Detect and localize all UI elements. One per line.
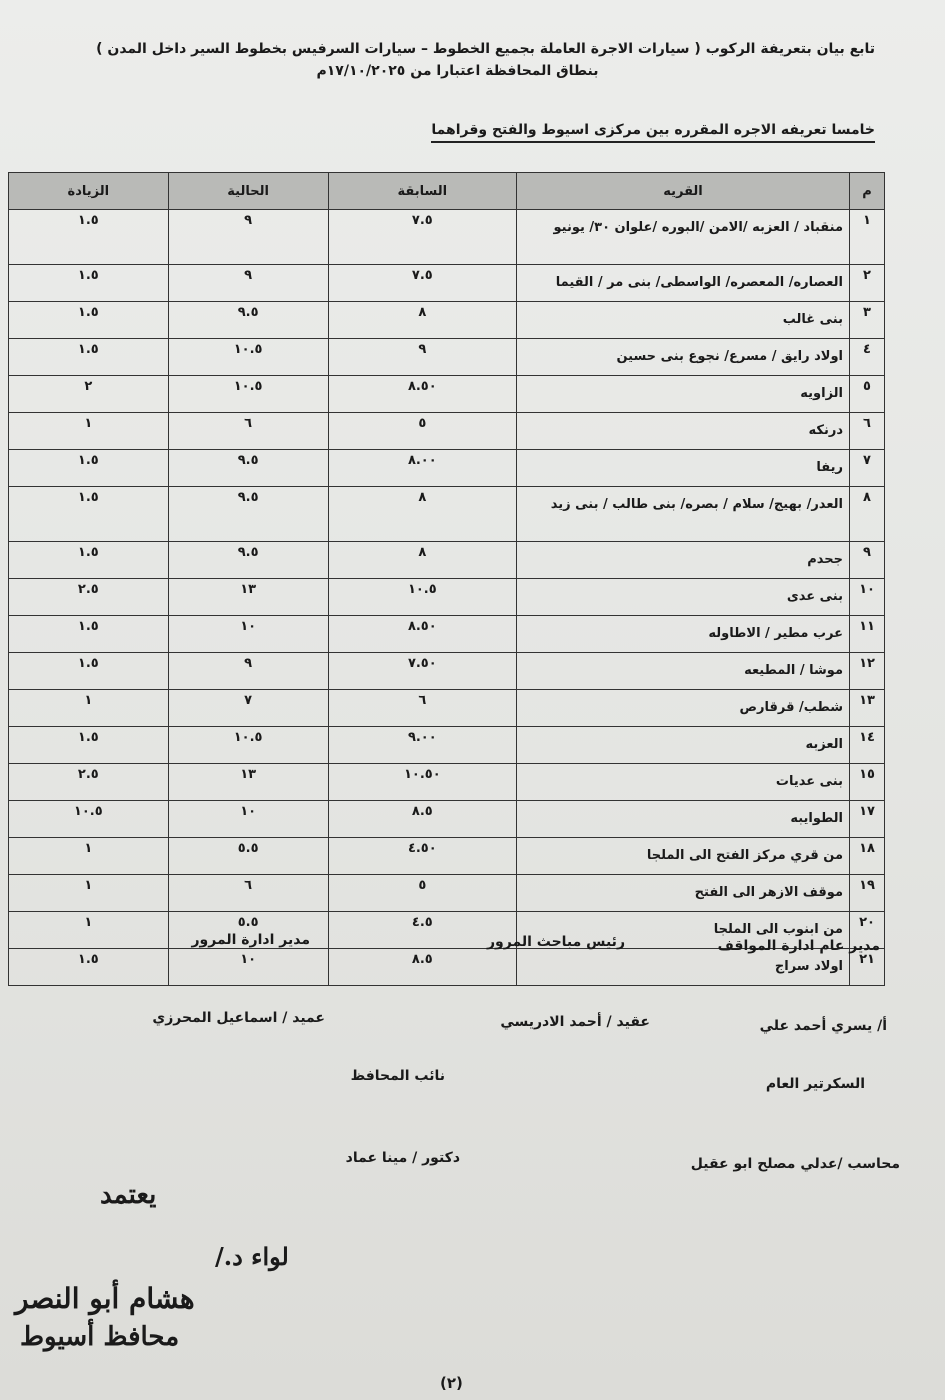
- cell-current: ١٠.٥: [168, 376, 328, 413]
- sig-accountant-name: محاسب /عدلي مصلح ابو عقيل: [690, 1156, 900, 1172]
- cell-current: ٥.٥: [168, 838, 328, 875]
- cell-village: درنكه: [517, 413, 850, 450]
- table-row: [9, 801, 885, 838]
- cell-index: ١٩: [850, 875, 885, 912]
- table-row: [9, 616, 885, 653]
- cell-index: ٦: [850, 413, 885, 450]
- cell-index: ١٨: [850, 838, 885, 875]
- header-line-1: تابع بيان بتعريفة الركوب ( سيارات الاجرة العاملة بجميع الخطوط – سيارات السرفيس بخطوط السير داخل المدن ): [96, 41, 875, 57]
- cell-current: ٥.٥: [168, 912, 328, 949]
- cell-increase: ١٠.٥: [9, 801, 169, 838]
- cell-previous: ٧.٥: [328, 265, 516, 302]
- sig-traffic-investigations-title: رئيس مباحث المرور: [486, 934, 625, 950]
- cell-current: ٩: [168, 210, 328, 265]
- cell-current: ٩: [168, 265, 328, 302]
- table-row: [9, 339, 885, 376]
- cell-current: ١٣: [168, 764, 328, 801]
- fare-table: [8, 172, 885, 986]
- approve-label: يعتمد: [100, 1180, 157, 1210]
- cell-increase: ١.٥: [9, 302, 169, 339]
- cell-increase: ١.٥: [9, 487, 169, 542]
- cell-increase: ٢.٥: [9, 579, 169, 616]
- cell-increase: ٢.٥: [9, 764, 169, 801]
- cell-increase: ١.٥: [9, 949, 169, 986]
- cell-current: ١٠: [168, 801, 328, 838]
- cell-village: جحدم: [517, 542, 850, 579]
- cell-previous: ٤.٥: [328, 912, 516, 949]
- cell-village: الزاويه: [517, 376, 850, 413]
- cell-previous: ٨.٥٠: [328, 616, 516, 653]
- sig-name-left: عميد / اسماعيل المحرزي: [152, 1010, 325, 1026]
- table-row: [9, 653, 885, 690]
- sig-deputy-governor-title: نائب المحافظ: [350, 1068, 445, 1084]
- cell-index: ٨: [850, 487, 885, 542]
- table-row: [9, 376, 885, 413]
- cell-previous: ٥: [328, 875, 516, 912]
- governor-title: محافظ أسيوط: [20, 1322, 180, 1352]
- sig-traffic-stations-director-title: مدير عام ادارة المواقف: [717, 938, 880, 954]
- table-row: [9, 949, 885, 986]
- cell-village: من ابنوب الى الملجا: [517, 912, 850, 949]
- cell-increase: ١.٥: [9, 210, 169, 265]
- cell-index: ١: [850, 210, 885, 265]
- table-row: [9, 265, 885, 302]
- cell-current: ٦: [168, 875, 328, 912]
- cell-index: ٤: [850, 339, 885, 376]
- cell-current: ٩.٥: [168, 450, 328, 487]
- cell-increase: ١.٥: [9, 727, 169, 764]
- cell-index: ٥: [850, 376, 885, 413]
- cell-village: اولاد رايق / مسرع/ نجوع بنى حسين: [517, 339, 850, 376]
- cell-village: العصاره/ المعصره/ الواسطى/ بنى مر / القيما: [517, 265, 850, 302]
- cell-increase: ١.٥: [9, 616, 169, 653]
- table-row: [9, 875, 885, 912]
- cell-index: ١٠: [850, 579, 885, 616]
- cell-village: الطوايبه: [517, 801, 850, 838]
- col-header-previous: السابقة: [328, 173, 516, 210]
- cell-current: ٩.٥: [168, 302, 328, 339]
- table-row: [9, 450, 885, 487]
- cell-village: عرب مطير / الاطاوله: [517, 616, 850, 653]
- cell-village: موشا / المطيعه: [517, 653, 850, 690]
- cell-previous: ٩.٠٠: [328, 727, 516, 764]
- cell-current: ١٣: [168, 579, 328, 616]
- cell-index: ١١: [850, 616, 885, 653]
- cell-current: ١٠.٥: [168, 339, 328, 376]
- cell-previous: ٧.٥: [328, 210, 516, 265]
- table-row: [9, 542, 885, 579]
- cell-previous: ٨: [328, 542, 516, 579]
- cell-previous: ١٠.٥: [328, 579, 516, 616]
- sig-secretary-general-title: السكرتير العام: [765, 1076, 865, 1092]
- cell-index: ١٧: [850, 801, 885, 838]
- document-header: [40, 38, 875, 82]
- sig-name-middle: عقيد / أحمد الادريسي: [500, 1014, 650, 1030]
- cell-increase: ١.٥: [9, 653, 169, 690]
- cell-index: ٢: [850, 265, 885, 302]
- cell-index: ٩: [850, 542, 885, 579]
- cell-increase: ١.٥: [9, 450, 169, 487]
- table-header-row: [9, 173, 885, 210]
- cell-previous: ٨.٥: [328, 801, 516, 838]
- cell-increase: ١: [9, 690, 169, 727]
- cell-increase: ١: [9, 912, 169, 949]
- cell-index: ١٢: [850, 653, 885, 690]
- governor-name: هشام أبو النصر: [15, 1282, 195, 1315]
- cell-village: اولاد سراج: [517, 949, 850, 986]
- cell-village: موقف الازهر الى الفتح: [517, 875, 850, 912]
- cell-increase: ١.٥: [9, 265, 169, 302]
- cell-increase: ١.٥: [9, 339, 169, 376]
- cell-current: ١٠: [168, 949, 328, 986]
- sig-name-right: أ/ يسري أحمد علي: [759, 1018, 887, 1034]
- col-header-increase: الزيادة: [9, 173, 169, 210]
- cell-previous: ٦: [328, 690, 516, 727]
- cell-index: ١٤: [850, 727, 885, 764]
- cell-current: ١٠: [168, 616, 328, 653]
- cell-previous: ٧.٥٠: [328, 653, 516, 690]
- table-row: [9, 690, 885, 727]
- sig-traffic-director-title: مدير ادارة المرور: [191, 932, 310, 948]
- governor-rank: لواء د./: [215, 1242, 289, 1271]
- col-header-index: م: [850, 173, 885, 210]
- cell-previous: ٨.٥: [328, 949, 516, 986]
- col-header-village: القريه: [517, 173, 850, 210]
- sig-doctor-name: دكتور / مينا عماد: [345, 1150, 460, 1166]
- cell-index: ٢١: [850, 949, 885, 986]
- cell-previous: ٩: [328, 339, 516, 376]
- cell-previous: ٨: [328, 302, 516, 339]
- table-row: [9, 579, 885, 616]
- cell-index: ٢٠: [850, 912, 885, 949]
- cell-index: ٧: [850, 450, 885, 487]
- header-line-2: بنطاق المحافظة اعتبارا من ١٧/١٠/٢٠٢٥م: [316, 63, 599, 79]
- cell-current: ٦: [168, 413, 328, 450]
- cell-previous: ٤.٥٠: [328, 838, 516, 875]
- cell-increase: ١: [9, 413, 169, 450]
- cell-index: ٣: [850, 302, 885, 339]
- table-row: [9, 302, 885, 339]
- table-row: [9, 764, 885, 801]
- cell-current: ٩.٥: [168, 487, 328, 542]
- cell-increase: ١: [9, 838, 169, 875]
- cell-village: العدر/ بهيج/ سلام / بصره/ بنى طالب / بنى زيد: [517, 487, 850, 542]
- cell-village: بنى غالب: [517, 302, 850, 339]
- cell-village: شطب/ قرقارص: [517, 690, 850, 727]
- cell-index: ١٥: [850, 764, 885, 801]
- table-row: [9, 413, 885, 450]
- cell-current: ١٠.٥: [168, 727, 328, 764]
- cell-index: ١٣: [850, 690, 885, 727]
- cell-increase: ١: [9, 875, 169, 912]
- cell-previous: ٨.٥٠: [328, 376, 516, 413]
- col-header-current: الحالية: [168, 173, 328, 210]
- table-row: [9, 487, 885, 542]
- cell-previous: ١٠.٥٠: [328, 764, 516, 801]
- cell-increase: ١.٥: [9, 542, 169, 579]
- cell-current: ٧: [168, 690, 328, 727]
- page-number: (٢): [440, 1374, 463, 1392]
- cell-current: ٩.٥: [168, 542, 328, 579]
- cell-increase: ٢: [9, 376, 169, 413]
- cell-village: بنى عديات: [517, 764, 850, 801]
- cell-previous: ٨.٠٠: [328, 450, 516, 487]
- table-row: [9, 210, 885, 265]
- table-row: [9, 727, 885, 764]
- section-subtitle: خامسا تعريفه الاجره المقرره بين مركزى اسيوط والفتح وقراهما: [431, 122, 875, 143]
- cell-previous: ٨: [328, 487, 516, 542]
- table-row: [9, 838, 885, 875]
- cell-village: العزبه: [517, 727, 850, 764]
- cell-current: ٩: [168, 653, 328, 690]
- cell-village: منقباد / العزبه /الامن /البوره /علوان ٣٠/ يونيو: [517, 210, 850, 265]
- cell-village: ريفا: [517, 450, 850, 487]
- cell-village: بنى عدى: [517, 579, 850, 616]
- cell-village: من قري مركز الفتح الى الملجا: [517, 838, 850, 875]
- cell-previous: ٥: [328, 413, 516, 450]
